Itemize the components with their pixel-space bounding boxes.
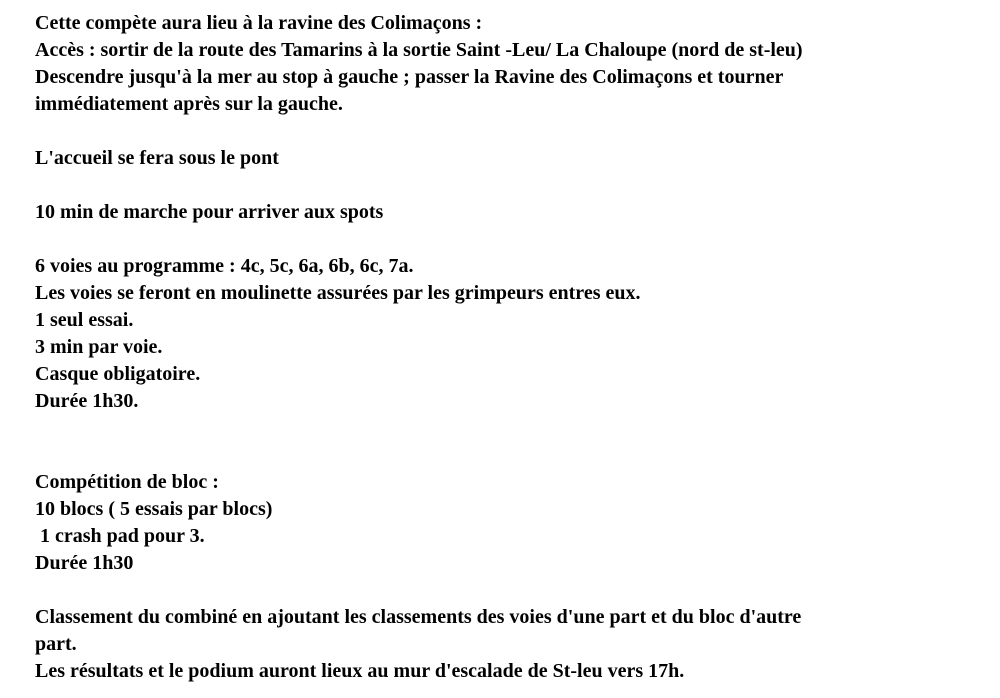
routes-program: 6 voies au programme : 4c, 5c, 6a, 6b, 6c, 7a. [35,255,414,277]
spacer [35,172,985,199]
routes-helmet: Casque obligatoire. [35,363,201,385]
routes-time: 3 min par voie. [35,336,163,358]
boulder-blocks: 10 blocs ( 5 essais par blocs) [35,498,273,520]
ranking-line-2: part. [35,633,77,655]
intro-line-4: immédiatement après sur la gauche. [35,93,343,115]
welcome-text: L'accueil se fera sous le pont [35,147,279,169]
intro-line-3: Descendre jusqu'à la mer au stop à gauche ; passer la Ravine des Colimaçons et tourner [35,66,784,88]
announcement-document [35,10,985,685]
intro-line-1: Cette compète aura lieu à la ravine des Colimaçons : [35,12,483,34]
ranking-line-1: Classement du combiné en ajoutant les classements des voies d'une part et du bloc d'autre [35,606,802,628]
routes-belay: Les voies se feront en moulinette assurées par les grimpeurs entres eux. [35,282,641,304]
boulder-crash-pad: 1 crash pad pour 3. [35,525,205,547]
spacer [35,118,985,145]
intro-line-2: Accès : sortir de la route des Tamarins à la sortie Saint -Leu/ La Chaloupe (nord de st-leu) [35,39,803,61]
walk-text: 10 min de marche pour arriver aux spots [35,201,384,223]
ranking-results: Les résultats et le podium auront lieux au mur d'escalade de St-leu vers 17h. [35,660,685,682]
boulder-title: Compétition de bloc : [35,471,219,493]
spacer [35,226,985,253]
boulder-duration: Durée 1h30 [35,552,134,574]
spacer [35,577,985,604]
routes-duration: Durée 1h30. [35,390,139,412]
spacer [35,415,985,469]
routes-attempts: 1 seul essai. [35,309,134,331]
